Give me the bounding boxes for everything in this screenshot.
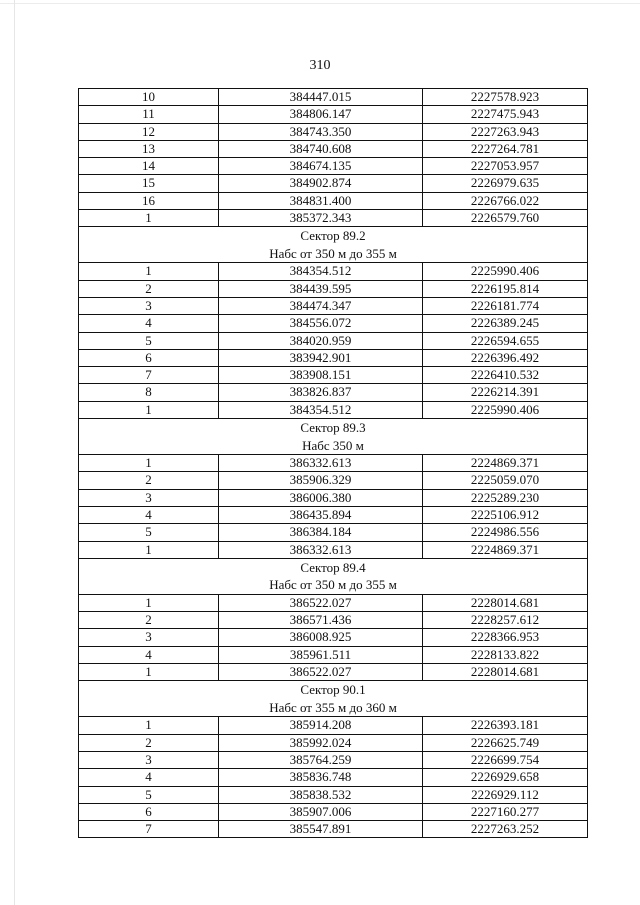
x-coordinate-cell: 385992.024: [219, 734, 423, 751]
y-coordinate-cell: 2226699.754: [423, 751, 588, 768]
x-coordinate-cell: 386006.380: [219, 489, 423, 506]
table-row: [79, 175, 588, 192]
table-row: [79, 280, 588, 297]
table-row: [79, 506, 588, 523]
x-coordinate-cell: 384354.512: [219, 263, 423, 280]
table-row: [79, 803, 588, 820]
x-coordinate-cell: 386332.613: [219, 541, 423, 558]
section-header-cell: [79, 227, 588, 263]
point-number-cell: 11: [79, 106, 219, 123]
y-coordinate-cell: 2227578.923: [423, 89, 588, 106]
y-coordinate-cell: 2225990.406: [423, 401, 588, 418]
x-coordinate-cell: 384831.400: [219, 192, 423, 209]
y-coordinate-cell: 2226929.112: [423, 786, 588, 803]
x-coordinate-cell: 384447.015: [219, 89, 423, 106]
section-subtitle: Набс от 350 м до 355 м: [269, 245, 397, 261]
x-coordinate-cell: 385838.532: [219, 786, 423, 803]
point-number-cell: 13: [79, 140, 219, 157]
x-coordinate-cell: 383908.151: [219, 367, 423, 384]
section-header-row: [79, 558, 588, 594]
x-coordinate-cell: 383826.837: [219, 384, 423, 401]
y-coordinate-cell: 2226579.760: [423, 210, 588, 227]
x-coordinate-cell: 385547.891: [219, 821, 423, 838]
y-coordinate-cell: 2226929.658: [423, 769, 588, 786]
x-coordinate-cell: 384354.512: [219, 401, 423, 418]
point-number-cell: 14: [79, 158, 219, 175]
y-coordinate-cell: 2228014.681: [423, 664, 588, 681]
table-row: [79, 140, 588, 157]
point-number-cell: 2: [79, 612, 219, 629]
section-title: Сектор 89.2: [300, 228, 366, 244]
y-coordinate-cell: 2226625.749: [423, 734, 588, 751]
y-coordinate-cell: 2228366.953: [423, 629, 588, 646]
point-number-cell: 7: [79, 367, 219, 384]
x-coordinate-cell: 385372.343: [219, 210, 423, 227]
x-coordinate-cell: 385836.748: [219, 769, 423, 786]
y-coordinate-cell: 2226396.492: [423, 349, 588, 366]
point-number-cell: 1: [79, 664, 219, 681]
point-number-cell: 4: [79, 506, 219, 523]
point-number-cell: 1: [79, 594, 219, 611]
table-row: [79, 524, 588, 541]
table-row: [79, 751, 588, 768]
y-coordinate-cell: 2225059.070: [423, 472, 588, 489]
y-coordinate-cell: 2226195.814: [423, 280, 588, 297]
y-coordinate-cell: 2228014.681: [423, 594, 588, 611]
y-coordinate-cell: 2226594.655: [423, 332, 588, 349]
x-coordinate-cell: 385906.329: [219, 472, 423, 489]
table-row: [79, 664, 588, 681]
x-coordinate-cell: 384806.147: [219, 106, 423, 123]
coordinates-table-body: [79, 89, 588, 838]
y-coordinate-cell: 2225990.406: [423, 263, 588, 280]
x-coordinate-cell: 384020.959: [219, 332, 423, 349]
point-number-cell: 3: [79, 489, 219, 506]
table-row: [79, 612, 588, 629]
table-row: [79, 489, 588, 506]
y-coordinate-cell: 2228257.612: [423, 612, 588, 629]
table-row: [79, 192, 588, 209]
y-coordinate-cell: 2226214.391: [423, 384, 588, 401]
table-row: [79, 210, 588, 227]
y-coordinate-cell: 2227475.943: [423, 106, 588, 123]
table-row: [79, 297, 588, 314]
table-row: [79, 106, 588, 123]
point-number-cell: 6: [79, 803, 219, 820]
scan-top-edge: [0, 3, 640, 4]
x-coordinate-cell: 386522.027: [219, 664, 423, 681]
point-number-cell: 4: [79, 646, 219, 663]
point-number-cell: 1: [79, 263, 219, 280]
x-coordinate-cell: 384902.874: [219, 175, 423, 192]
point-number-cell: 3: [79, 297, 219, 314]
section-title: Сектор 89.4: [300, 559, 366, 575]
y-coordinate-cell: 2227264.781: [423, 140, 588, 157]
point-number-cell: 3: [79, 629, 219, 646]
table-row: [79, 734, 588, 751]
table-row: [79, 384, 588, 401]
table-row: [79, 717, 588, 734]
point-number-cell: 1: [79, 717, 219, 734]
page-number: 310: [309, 58, 331, 73]
table-row: [79, 123, 588, 140]
table-row: [79, 158, 588, 175]
x-coordinate-cell: 384674.135: [219, 158, 423, 175]
x-coordinate-cell: 384474.347: [219, 297, 423, 314]
point-number-cell: 2: [79, 472, 219, 489]
table-row: [79, 472, 588, 489]
x-coordinate-cell: 385914.208: [219, 717, 423, 734]
point-number-cell: 5: [79, 332, 219, 349]
point-number-cell: 16: [79, 192, 219, 209]
section-header-cell: [79, 681, 588, 717]
point-number-cell: 12: [79, 123, 219, 140]
section-header-row: [79, 681, 588, 717]
section-header-row: [79, 227, 588, 263]
x-coordinate-cell: 386435.894: [219, 506, 423, 523]
coordinates-table: [78, 88, 588, 838]
x-coordinate-cell: 384740.608: [219, 140, 423, 157]
y-coordinate-cell: 2227263.252: [423, 821, 588, 838]
x-coordinate-cell: 386571.436: [219, 612, 423, 629]
y-coordinate-cell: 2226766.022: [423, 192, 588, 209]
table-row: [79, 89, 588, 106]
point-number-cell: 6: [79, 349, 219, 366]
y-coordinate-cell: 2225289.230: [423, 489, 588, 506]
y-coordinate-cell: 2227263.943: [423, 123, 588, 140]
section-header-row: [79, 419, 588, 455]
y-coordinate-cell: 2224986.556: [423, 524, 588, 541]
table-row: [79, 455, 588, 472]
x-coordinate-cell: 386332.613: [219, 455, 423, 472]
point-number-cell: 5: [79, 786, 219, 803]
table-row: [79, 401, 588, 418]
x-coordinate-cell: 384743.350: [219, 123, 423, 140]
table-row: [79, 646, 588, 663]
point-number-cell: 1: [79, 210, 219, 227]
point-number-cell: 2: [79, 280, 219, 297]
point-number-cell: 4: [79, 315, 219, 332]
point-number-cell: 7: [79, 821, 219, 838]
point-number-cell: 1: [79, 455, 219, 472]
x-coordinate-cell: 383942.901: [219, 349, 423, 366]
section-title: Сектор 90.1: [300, 682, 366, 698]
table-row: [79, 821, 588, 838]
point-number-cell: 10: [79, 89, 219, 106]
table-row: [79, 315, 588, 332]
section-subtitle: Набс 350 м: [302, 437, 364, 453]
y-coordinate-cell: 2226979.635: [423, 175, 588, 192]
point-number-cell: 15: [79, 175, 219, 192]
x-coordinate-cell: 385961.511: [219, 646, 423, 663]
y-coordinate-cell: 2226181.774: [423, 297, 588, 314]
table-row: [79, 349, 588, 366]
scan-left-edge: [14, 0, 15, 905]
table-row: [79, 594, 588, 611]
y-coordinate-cell: 2226389.245: [423, 315, 588, 332]
point-number-cell: 1: [79, 541, 219, 558]
section-subtitle: Набс от 355 м до 360 м: [269, 699, 397, 715]
point-number-cell: 8: [79, 384, 219, 401]
section-title: Сектор 89.3: [300, 420, 366, 436]
section-header-cell: [79, 558, 588, 594]
x-coordinate-cell: 384439.595: [219, 280, 423, 297]
x-coordinate-cell: 386008.925: [219, 629, 423, 646]
point-number-cell: 1: [79, 401, 219, 418]
y-coordinate-cell: 2224869.371: [423, 455, 588, 472]
y-coordinate-cell: 2224869.371: [423, 541, 588, 558]
x-coordinate-cell: 385907.006: [219, 803, 423, 820]
y-coordinate-cell: 2227160.277: [423, 803, 588, 820]
x-coordinate-cell: 385764.259: [219, 751, 423, 768]
y-coordinate-cell: 2227053.957: [423, 158, 588, 175]
table-row: [79, 629, 588, 646]
table-row: [79, 263, 588, 280]
y-coordinate-cell: 2226410.532: [423, 367, 588, 384]
table-row: [79, 769, 588, 786]
x-coordinate-cell: 384556.072: [219, 315, 423, 332]
section-subtitle: Набс от 350 м до 355 м: [269, 577, 397, 593]
section-header-cell: [79, 419, 588, 455]
x-coordinate-cell: 386384.184: [219, 524, 423, 541]
point-number-cell: 4: [79, 769, 219, 786]
x-coordinate-cell: 386522.027: [219, 594, 423, 611]
point-number-cell: 5: [79, 524, 219, 541]
y-coordinate-cell: 2228133.822: [423, 646, 588, 663]
point-number-cell: 2: [79, 734, 219, 751]
y-coordinate-cell: 2226393.181: [423, 717, 588, 734]
y-coordinate-cell: 2225106.912: [423, 506, 588, 523]
coordinates-table-container: [78, 88, 584, 838]
table-row: [79, 367, 588, 384]
table-row: [79, 541, 588, 558]
point-number-cell: 3: [79, 751, 219, 768]
table-row: [79, 786, 588, 803]
table-row: [79, 332, 588, 349]
